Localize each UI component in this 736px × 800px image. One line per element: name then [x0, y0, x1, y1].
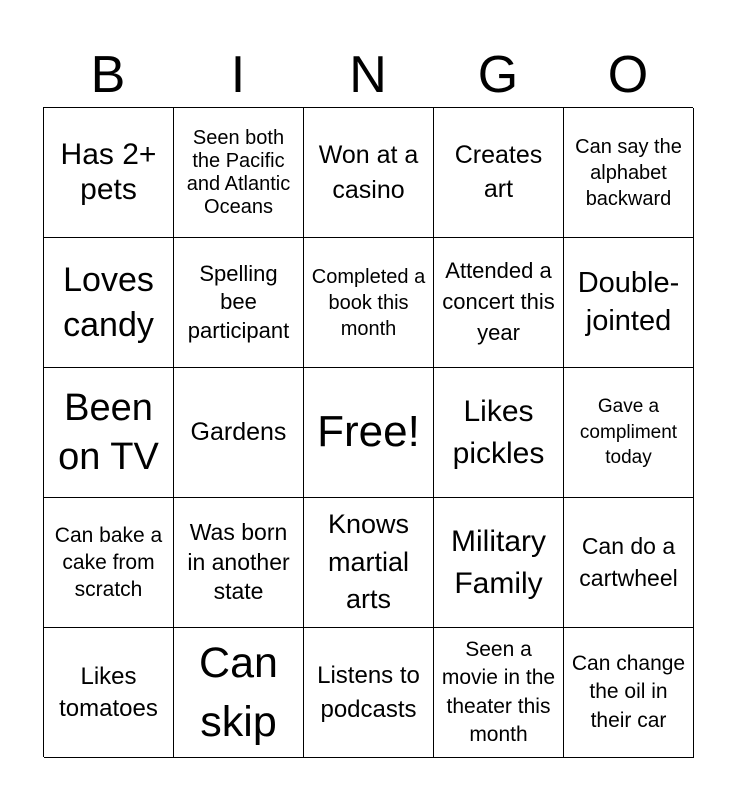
- bingo-cell-r3-c4[interactable]: [434, 368, 564, 498]
- cell-label: Likes pickles: [452, 394, 545, 470]
- bingo-cell-r5-c3[interactable]: [304, 628, 434, 758]
- bingo-board: [43, 107, 693, 757]
- bingo-cell-r4-c1[interactable]: [44, 498, 174, 628]
- bingo-cell-r2-c3[interactable]: [304, 238, 434, 368]
- cell-label: Spelling bee participant: [187, 260, 290, 343]
- cell-label: Can bake a cake from scratch: [54, 523, 163, 602]
- cell-label: Loves candy: [63, 261, 154, 344]
- cell-label: Listens to podcasts: [317, 661, 420, 723]
- bingo-cell-r4-c2[interactable]: [174, 498, 304, 628]
- header-letter-n: N: [349, 46, 387, 104]
- cell-label: Double-jointed: [577, 266, 680, 337]
- bingo-cell-r3-c2[interactable]: [174, 368, 304, 498]
- header-letter-b: B: [90, 46, 126, 104]
- cell-label: Creates art: [454, 140, 543, 203]
- bingo-cell-r5-c1[interactable]: [44, 628, 174, 758]
- cell-label: Completed a book this month: [311, 265, 426, 340]
- cell-label: Attended a concert this year: [442, 258, 555, 345]
- bingo-cell-r3-c5[interactable]: [564, 368, 694, 498]
- bingo-cell-r1-c2[interactable]: [174, 108, 304, 238]
- bingo-cell-r1-c4[interactable]: [434, 108, 564, 238]
- bingo-cell-r5-c2[interactable]: [174, 628, 304, 758]
- cell-label: Free!: [317, 407, 420, 457]
- bingo-cell-r4-c5[interactable]: [564, 498, 694, 628]
- bingo-header: [43, 38, 693, 108]
- bingo-cell-r4-c4[interactable]: [434, 498, 564, 628]
- cell-label: Won at a casino: [318, 140, 419, 204]
- cell-label: Can say the alphabet backward: [575, 135, 682, 210]
- cell-label: Was born in another state: [187, 518, 290, 605]
- cell-label: Can skip: [199, 639, 278, 746]
- cell-label: Gardens: [190, 418, 287, 447]
- header-letter-i: I: [230, 46, 246, 104]
- header-letter-g: G: [477, 46, 519, 104]
- bingo-cell-free[interactable]: [304, 368, 434, 498]
- cell-label: Has 2+ pets: [60, 138, 157, 206]
- bingo-cell-r1-c3[interactable]: [304, 108, 434, 238]
- cell-label: Seen a movie in the theater this month: [441, 637, 556, 746]
- bingo-cell-r1-c1[interactable]: [44, 108, 174, 238]
- cell-label: Seen both the Pacific and Atlantic Oceans: [186, 126, 291, 218]
- bingo-cell-r1-c5[interactable]: [564, 108, 694, 238]
- bingo-cell-r2-c4[interactable]: [434, 238, 564, 368]
- cell-label: Military Family: [451, 524, 546, 600]
- cell-label: Likes tomatoes: [59, 663, 158, 722]
- bingo-cell-r2-c5[interactable]: [564, 238, 694, 368]
- bingo-cell-r2-c2[interactable]: [174, 238, 304, 368]
- cell-label: Been on TV: [58, 386, 159, 478]
- bingo-cell-r5-c5[interactable]: [564, 628, 694, 758]
- bingo-cell-r4-c3[interactable]: [304, 498, 434, 628]
- bingo-cell-r5-c4[interactable]: [434, 628, 564, 758]
- bingo-cell-r2-c1[interactable]: [44, 238, 174, 368]
- cell-label: Gave a compliment today: [579, 396, 678, 469]
- cell-label: Can do a cartwheel: [579, 533, 678, 591]
- header-letter-o: O: [607, 46, 649, 104]
- cell-label: Knows martial arts: [327, 508, 410, 615]
- bingo-cell-r3-c1[interactable]: [44, 368, 174, 498]
- cell-label: Can change the oil in their car: [571, 651, 686, 732]
